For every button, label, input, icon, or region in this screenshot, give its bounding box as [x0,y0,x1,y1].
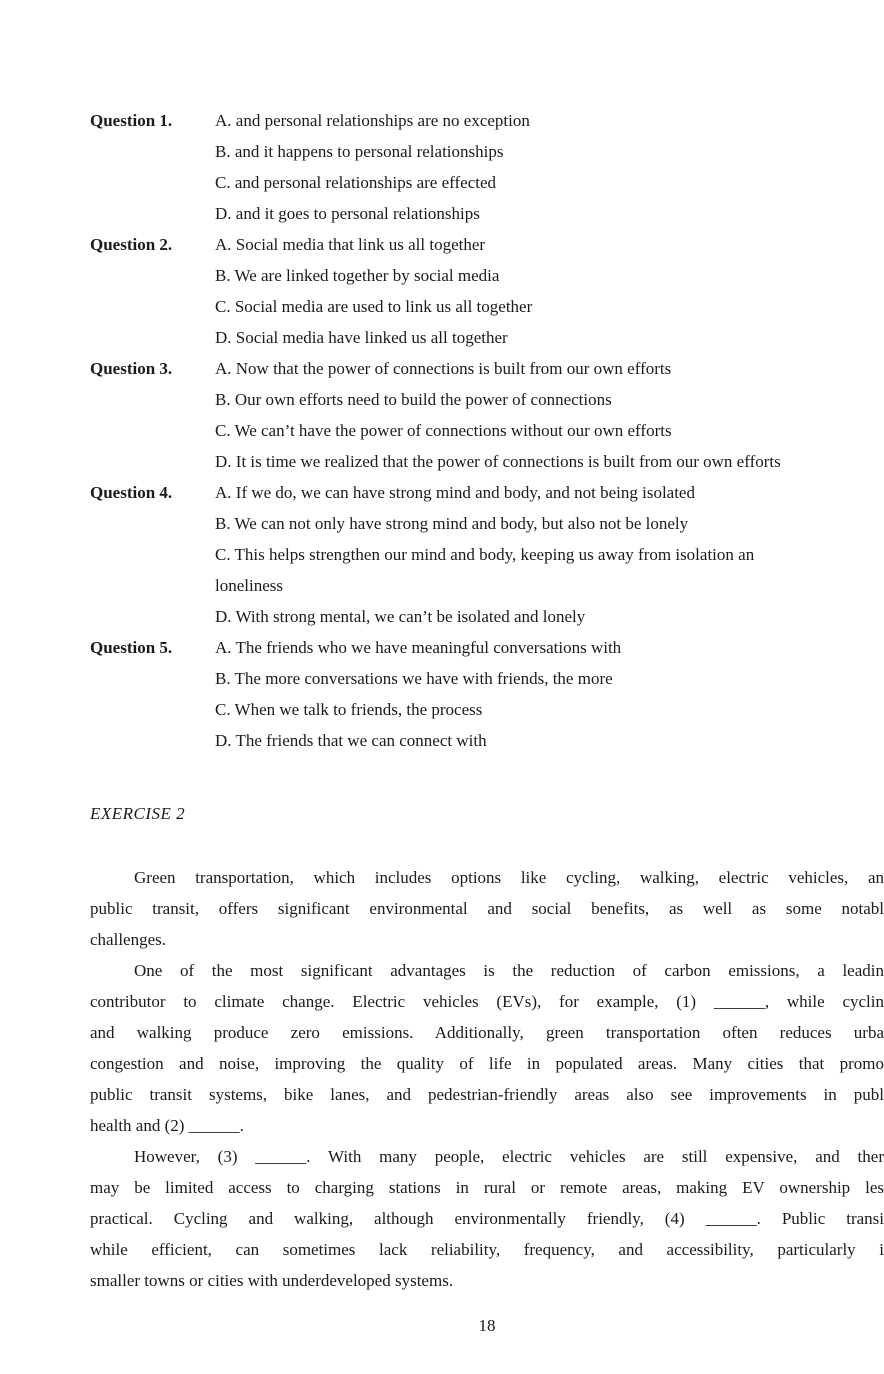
answer-option-b: B. The more conversations we have with friends, the more [215,669,613,688]
answer-option-c: C. Social media are used to link us all together [215,297,533,316]
passage-line: One of the most significant advantages is the reduction of carbon emissions, a leadin [134,961,884,980]
passage-paragraph-1 [90,862,884,955]
answer-option-c: C. and personal relationships are effected [215,173,497,192]
answer-option-a: A. Social media that link us all together [215,235,486,254]
answer-option-c: C. We can’t have the power of connections without our own efforts [215,421,672,440]
passage-line: challenges. [90,930,166,949]
exercise-2-heading: EXERCISE 2 [90,804,186,823]
question-5-options [215,632,884,756]
passage-line: public transit systems, bike lanes, and pedestrian-friendly areas also see improvements in publ [90,1085,884,1104]
answer-option-d: D. It is time we realized that the power of connections is built from our own efforts [215,452,781,471]
question-1-options [215,105,884,229]
answer-option-d: D. The friends that we can connect with [215,731,487,750]
question-3-label: Question 3. [90,359,173,378]
question-2-block [90,229,884,353]
passage-line: while efficient, can sometimes lack reliability, frequency, and accessibility, particularly i [90,1240,884,1259]
passage-section [90,862,884,1296]
answer-option-a: A. The friends who we have meaningful conversations with [215,638,622,657]
question-3-options [215,353,884,477]
question-4-options [215,477,884,632]
answer-option-b: B. Our own efforts need to build the power of connections [215,390,612,409]
passage-line: Green transportation, which includes options like cycling, walking, electric vehicles, an [134,868,884,887]
page-number: 18 [478,1316,496,1335]
question-3-block [90,353,884,477]
passage-line-with-blank-2: health and (2) ______. [90,1116,244,1135]
answer-option-c: C. This helps strengthen our mind and body, keeping us away from isolation an [215,545,755,564]
answer-option-a: A. Now that the power of connections is built from our own efforts [215,359,672,378]
answer-option-d: D. and it goes to personal relationships [215,204,480,223]
passage-line: may be limited access to charging stations in rural or remote areas, making EV ownership les [90,1178,884,1197]
passage-line: and walking produce zero emissions. Additionally, green transportation often reduces urba [90,1023,884,1042]
answer-option-a: A. and personal relationships are no exception [215,111,530,130]
passage-line-with-blank-3: However, (3) ______. With many people, electric vehicles are still expensive, and ther [134,1147,884,1166]
question-2-label: Question 2. [90,235,173,254]
question-4-label: Question 4. [90,483,173,502]
answer-option-b: B. and it happens to personal relationships [215,142,504,161]
passage-line: smaller towns or cities with underdeveloped systems. [90,1271,454,1290]
question-1-label: Question 1. [90,111,173,130]
answer-option-c: C. When we talk to friends, the process [215,700,483,719]
passage-paragraph-2 [90,955,884,1141]
questions-section [90,105,884,756]
question-4-block [90,477,884,632]
passage-line-with-blank-4: practical. Cycling and walking, although environmentally friendly, (4) ______. Public transi [90,1209,884,1228]
passage-line: congestion and noise, improving the quality of life in populated areas. Many cities that promo [90,1054,884,1073]
passage-line-with-blank-1: contributor to climate change. Electric vehicles (EVs), for example, (1) ______, while cyclin [90,992,884,1011]
answer-option-d: D. With strong mental, we can’t be isolated and lonely [215,607,586,626]
passage-paragraph-3 [90,1141,884,1296]
answer-option-a: A. If we do, we can have strong mind and body, and not being isolated [215,483,695,502]
question-1-block [90,105,884,229]
answer-option-d: D. Social media have linked us all together [215,328,508,347]
answer-option-c-continued: loneliness [215,576,283,595]
question-5-label: Question 5. [90,638,173,657]
answer-option-b: B. We can not only have strong mind and body, but also not be lonely [215,514,689,533]
question-5-block [90,632,884,756]
answer-option-b: B. We are linked together by social media [215,266,500,285]
question-2-options [215,229,884,353]
passage-line: public transit, offers significant environmental and social benefits, as well as some notabl [90,899,884,918]
